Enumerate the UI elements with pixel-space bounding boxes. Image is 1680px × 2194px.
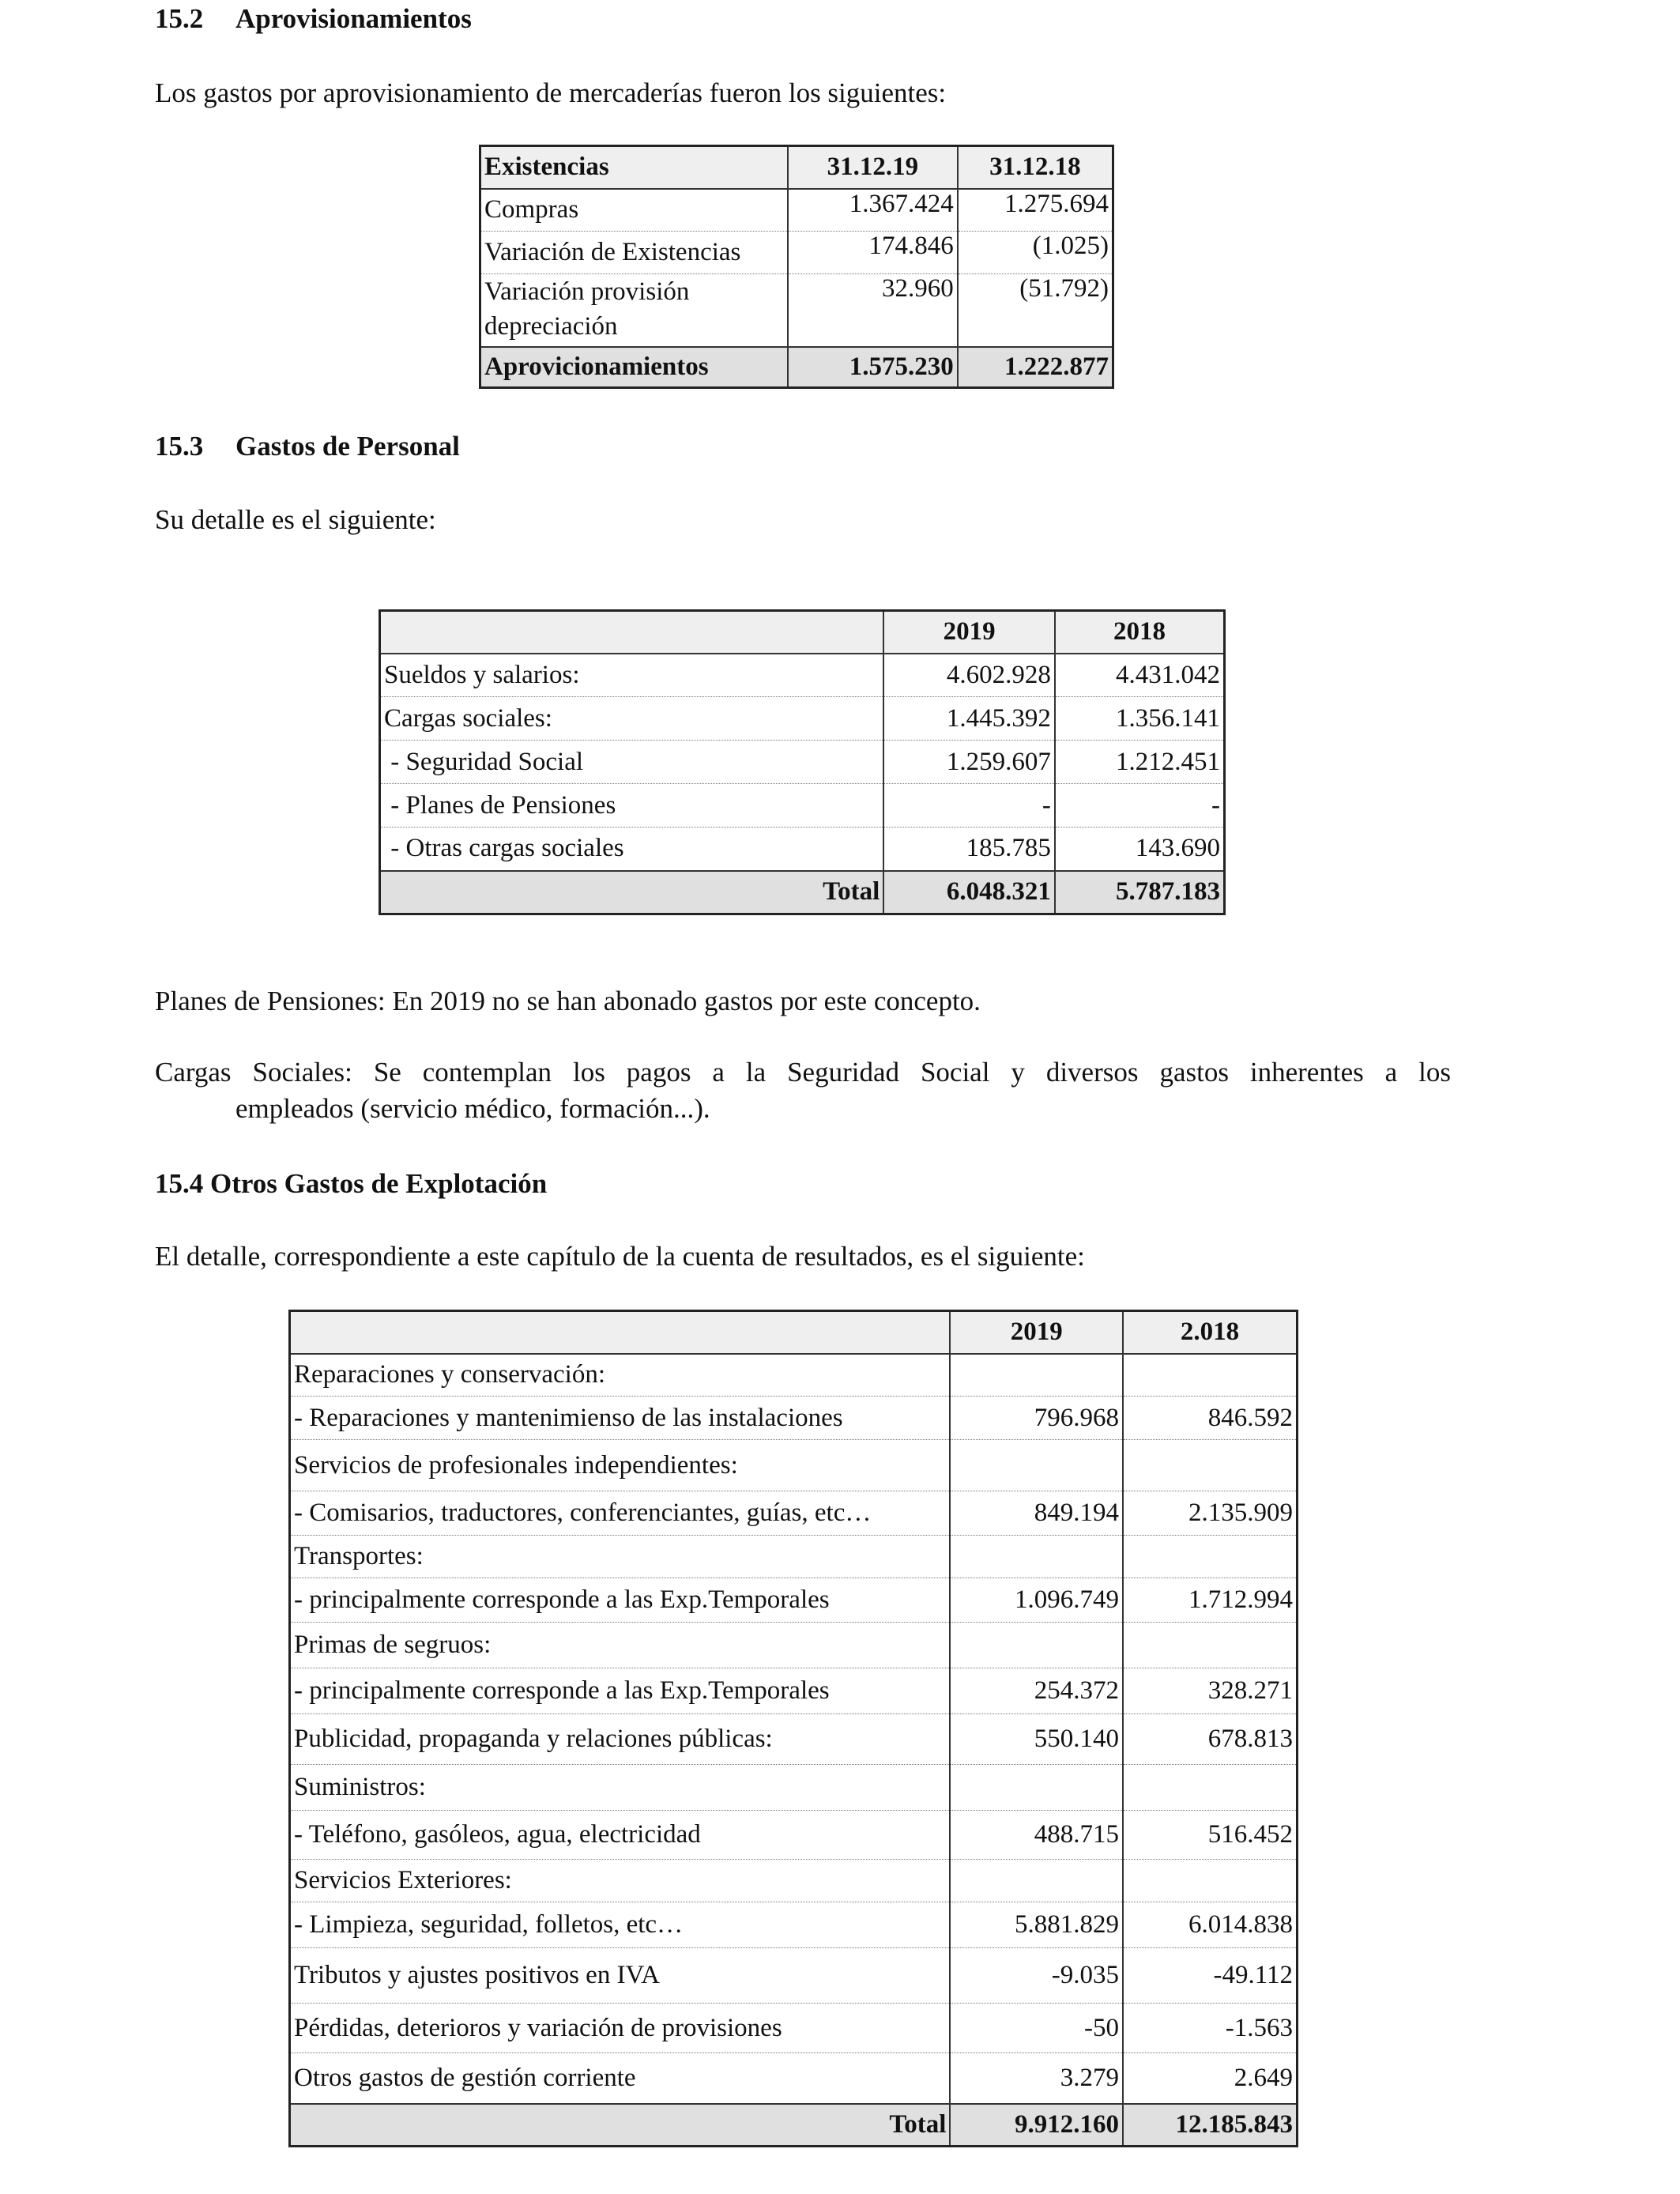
row-label: Variación provisión depreciación — [480, 274, 788, 347]
table-row — [290, 2004, 1298, 2053]
note-line: Cargas Sociales: Se contemplan los pagos a la Seguridad Social y diversos gastos inherentes a los — [155, 1057, 1451, 1088]
row-label: Variación de Existencias — [480, 232, 788, 274]
row-label: - Comisarios, traductores, conferenciantes, guías, etc… — [290, 1491, 951, 1536]
value-cell — [950, 1536, 1123, 1578]
value-cell: -1.563 — [1123, 2004, 1298, 2053]
section-number: 15.2 — [155, 3, 204, 34]
section-title: Aprovisionamientos — [235, 3, 472, 34]
value-cell — [1123, 1623, 1298, 1668]
value-cell: 328.271 — [1123, 1668, 1298, 1714]
section-heading-15-2 — [155, 3, 472, 35]
total-value: 6.048.321 — [883, 871, 1055, 914]
value-cell — [1123, 1354, 1298, 1397]
header-cell: 2019 — [883, 611, 1055, 654]
table-row — [380, 697, 1225, 741]
table-header-row — [380, 611, 1225, 654]
value-cell: 1.212.451 — [1055, 741, 1225, 784]
value-cell: 254.372 — [950, 1668, 1123, 1714]
total-label: Total — [290, 2104, 951, 2147]
table-row — [290, 1623, 1298, 1668]
value-cell: (1.025) — [958, 232, 1113, 274]
value-cell — [950, 1440, 1123, 1491]
value-cell — [950, 1860, 1123, 1902]
value-cell: - — [1055, 784, 1225, 827]
table-row — [290, 1397, 1298, 1440]
header-cell — [380, 611, 884, 654]
aprovisionamientos-table — [479, 145, 1114, 389]
table-row — [290, 2053, 1298, 2104]
table-row — [480, 232, 1113, 274]
value-cell: -50 — [950, 2004, 1123, 2053]
value-cell: 550.140 — [950, 1714, 1123, 1765]
table-header-row — [290, 1311, 1298, 1354]
row-label: Tributos y ajustes positivos en IVA — [290, 1948, 951, 2004]
total-value: 9.912.160 — [950, 2104, 1123, 2147]
value-cell: 849.194 — [950, 1491, 1123, 1536]
table-row — [290, 1948, 1298, 2004]
table-row — [480, 274, 1113, 347]
table-row — [290, 1714, 1298, 1765]
header-cell: 2019 — [950, 1311, 1123, 1354]
table-row — [380, 741, 1225, 784]
table-row — [290, 1668, 1298, 1714]
table-row — [380, 784, 1225, 827]
table-header-row — [480, 146, 1113, 189]
table-total-row — [290, 2104, 1298, 2147]
value-cell: 4.431.042 — [1055, 654, 1225, 697]
otros-gastos-table — [288, 1310, 1298, 2147]
value-cell: 1.445.392 — [883, 697, 1055, 741]
row-label: Primas de segruos: — [290, 1623, 951, 1668]
section-heading-15-3 — [155, 431, 460, 462]
value-cell: 1.275.694 — [958, 189, 1113, 232]
value-cell: 846.592 — [1123, 1397, 1298, 1440]
row-label: - principalmente corresponde a las Exp.Temporales — [290, 1668, 951, 1714]
table-row — [290, 1902, 1298, 1948]
row-label: - Otras cargas sociales — [380, 827, 884, 871]
table-row — [290, 1578, 1298, 1623]
section-intro: Su detalle es el siguiente: — [155, 504, 436, 535]
header-cell: 2.018 — [1123, 1311, 1298, 1354]
row-label: Suministros: — [290, 1765, 951, 1811]
header-cell: 31.12.19 — [788, 146, 958, 189]
value-cell: 516.452 — [1123, 1811, 1298, 1860]
value-cell — [1123, 1860, 1298, 1902]
table-row — [380, 654, 1225, 697]
row-label: - Limpieza, seguridad, folletos, etc… — [290, 1902, 951, 1948]
header-cell — [290, 1311, 951, 1354]
row-label: Otros gastos de gestión corriente — [290, 2053, 951, 2104]
header-cell: Existencias — [480, 146, 788, 189]
section-heading-15-4: 15.4 Otros Gastos de Explotación — [155, 1168, 548, 1199]
note-line: empleados (servicio médico, formación...). — [235, 1093, 710, 1124]
value-cell: 1.367.424 — [788, 189, 958, 232]
value-cell: -9.035 — [950, 1948, 1123, 2004]
row-label: Servicios Exteriores: — [290, 1860, 951, 1902]
value-cell — [950, 1765, 1123, 1811]
value-cell: 6.014.838 — [1123, 1902, 1298, 1948]
value-cell: 796.968 — [950, 1397, 1123, 1440]
value-cell: 185.785 — [883, 827, 1055, 871]
table-total-row — [480, 347, 1113, 388]
total-label: Total — [380, 871, 884, 914]
row-label: Compras — [480, 189, 788, 232]
value-cell: 143.690 — [1055, 827, 1225, 871]
value-cell: 2.649 — [1123, 2053, 1298, 2104]
table-row — [290, 1860, 1298, 1902]
row-label: Cargas sociales: — [380, 697, 884, 741]
value-cell: 488.715 — [950, 1811, 1123, 1860]
total-label: Aprovicionamientos — [480, 347, 788, 388]
row-label: Servicios de profesionales independientes: — [290, 1440, 951, 1491]
value-cell: 1.712.994 — [1123, 1578, 1298, 1623]
note-planes-pensiones: Planes de Pensiones: En 2019 no se han abonado gastos por este concepto. — [155, 986, 981, 1016]
section-intro: El detalle, correspondiente a este capítulo de la cuenta de resultados, es el siguiente: — [155, 1241, 1085, 1272]
row-label: Reparaciones y conservación: — [290, 1354, 951, 1397]
value-cell: 5.881.829 — [950, 1902, 1123, 1948]
value-cell: (51.792) — [958, 274, 1113, 347]
value-cell: 2.135.909 — [1123, 1491, 1298, 1536]
value-cell: 1.356.141 — [1055, 697, 1225, 741]
table-row — [290, 1811, 1298, 1860]
header-cell: 2018 — [1055, 611, 1225, 654]
row-label: - Reparaciones y mantenimienso de las instalaciones — [290, 1397, 951, 1440]
table-total-row — [380, 871, 1225, 914]
value-cell: 32.960 — [788, 274, 958, 347]
row-label: Sueldos y salarios: — [380, 654, 884, 697]
table-row — [380, 827, 1225, 871]
total-value: 1.575.230 — [788, 347, 958, 388]
row-label: Transportes: — [290, 1536, 951, 1578]
value-cell — [950, 1623, 1123, 1668]
value-cell: 1.096.749 — [950, 1578, 1123, 1623]
header-cell: 31.12.18 — [958, 146, 1113, 189]
table-row — [290, 1440, 1298, 1491]
value-cell: -49.112 — [1123, 1948, 1298, 2004]
gastos-personal-table — [379, 609, 1226, 915]
value-cell — [1123, 1536, 1298, 1578]
total-value: 1.222.877 — [958, 347, 1113, 388]
value-cell: 678.813 — [1123, 1714, 1298, 1765]
total-value: 12.185.843 — [1123, 2104, 1298, 2147]
value-cell — [1123, 1765, 1298, 1811]
section-number: 15.3 — [155, 431, 204, 462]
row-label: Pérdidas, deterioros y variación de provisiones — [290, 2004, 951, 2053]
section-intro: Los gastos por aprovisionamiento de mercaderías fueron los siguientes: — [155, 77, 947, 108]
row-label: - Seguridad Social — [380, 741, 884, 784]
table-row — [290, 1491, 1298, 1536]
section-title: Gastos de Personal — [235, 431, 460, 462]
table-row — [480, 189, 1113, 232]
value-cell: - — [883, 784, 1055, 827]
total-value: 5.787.183 — [1055, 871, 1225, 914]
value-cell: 4.602.928 — [883, 654, 1055, 697]
note-cargas-sociales — [155, 1054, 1451, 1127]
row-label: Publicidad, propaganda y relaciones públicas: — [290, 1714, 951, 1765]
row-label: - principalmente corresponde a las Exp.Temporales — [290, 1578, 951, 1623]
value-cell — [950, 1354, 1123, 1397]
value-cell: 174.846 — [788, 232, 958, 274]
value-cell: 3.279 — [950, 2053, 1123, 2104]
table-row — [290, 1354, 1298, 1397]
row-label: - Teléfono, gasóleos, agua, electricidad — [290, 1811, 951, 1860]
table-row — [290, 1765, 1298, 1811]
row-label: - Planes de Pensiones — [380, 784, 884, 827]
value-cell: 1.259.607 — [883, 741, 1055, 784]
table-row — [290, 1536, 1298, 1578]
value-cell — [1123, 1440, 1298, 1491]
